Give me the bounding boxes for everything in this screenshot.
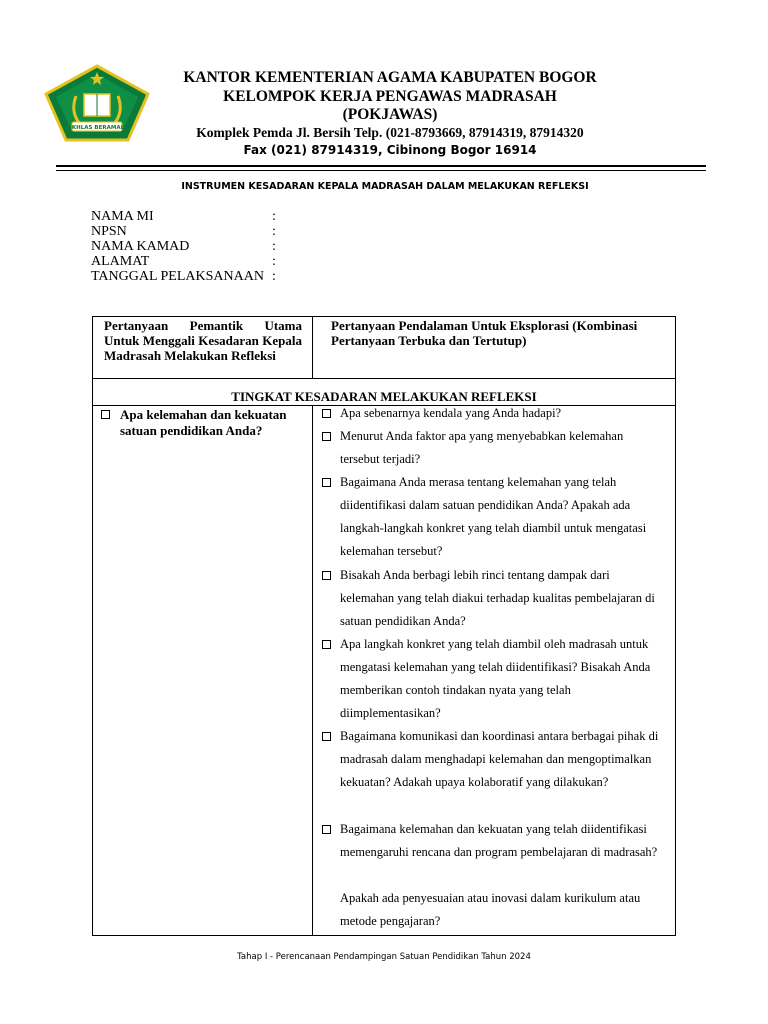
letterhead-office: KANTOR KEMENTERIAN AGAMA KABUPATEN BOGOR bbox=[183, 69, 597, 86]
question-checkbox[interactable] bbox=[322, 825, 331, 834]
kemenag-logo bbox=[44, 64, 150, 142]
table-divider bbox=[312, 316, 313, 378]
question-item: Menurut Anda faktor apa yang menyebabkan kelemahan tersebut terjadi? bbox=[340, 429, 624, 466]
logo-text: IKHLAS BERAMAL bbox=[69, 125, 125, 131]
question-checkbox[interactable] bbox=[322, 571, 331, 580]
section-title: TINGKAT KESADARAN MELAKUKAN REFLEKSI bbox=[231, 389, 537, 404]
identity-colon: : bbox=[272, 209, 276, 224]
question-checkbox[interactable] bbox=[322, 432, 331, 441]
document-title: INSTRUMEN KESADARAN KEPALA MADRASAH DALAM MELAKUKAN REFLEKSI bbox=[181, 181, 589, 192]
main-question-checkbox[interactable] bbox=[101, 410, 110, 419]
identity-label-npsn: NPSN bbox=[91, 224, 127, 239]
identity-label-nama-mi: NAMA MI bbox=[91, 209, 154, 224]
table-divider bbox=[92, 378, 676, 379]
letterhead-address: Komplek Pemda Jl. Bersih Telp. (021-8793669, 87914319, 87914320 bbox=[196, 125, 584, 140]
table-divider bbox=[312, 405, 313, 936]
question-checkbox[interactable] bbox=[322, 640, 331, 649]
question-item: Apa langkah konkret yang telah diambil oleh madrasah untuk mengatasi kelemahan yang telah diidentifikasi? Bisakah Anda memberikan contoh tindakan nyata yang telah diimplementasikan? bbox=[340, 637, 651, 720]
question-item: Apa sebenarnya kendala yang Anda hadapi? bbox=[340, 406, 562, 420]
question-item: Bagaimana komunikasi dan koordinasi antara berbagai pihak di madrasah dalam menghadapi kelemahan dan mengoptimalkan kekuatan? Adakah upaya kolaboratif yang dilakukan? bbox=[340, 729, 659, 789]
identity-label-nama-kamad: NAMA KAMAD bbox=[91, 239, 190, 254]
question-item-followup: Apakah ada penyesuaian atau inovasi dalam kurikulum atau metode pengajaran? bbox=[340, 891, 641, 928]
identity-colon: : bbox=[272, 254, 276, 269]
column-header-main-question: Pertanyaan Pemantik Utama Untuk Menggali Kesadaran Kepala Madrasah Melakukan Refleksi bbox=[104, 318, 302, 363]
main-question: Apa kelemahan dan kekuatan satuan pendidikan Anda? bbox=[120, 407, 287, 438]
question-checkbox[interactable] bbox=[322, 732, 331, 741]
letterhead-rule-thin bbox=[56, 170, 706, 171]
letterhead-rule-thick bbox=[56, 165, 706, 167]
question-item: Bagaimana kelemahan dan kekuatan yang telah diidentifikasi memengaruhi rencana dan program pembelajaran di madrasah? bbox=[340, 822, 658, 859]
letterhead-abbrev: (POKJAWAS) bbox=[342, 106, 438, 123]
question-item: Bagaimana Anda merasa tentang kelemahan yang telah diidentifikasi dalam satuan pendidikan Anda? Apakah ada langkah-langkah konkret yang telah diambil untuk mengatasi kelemahan tersebut? bbox=[340, 475, 647, 558]
question-checkbox[interactable] bbox=[322, 409, 331, 418]
identity-colon: : bbox=[272, 224, 276, 239]
column-header-exploration: Pertanyaan Pendalaman Untuk Eksplorasi (Kombinasi Pertanyaan Terbuka dan Tertutup) bbox=[331, 318, 638, 348]
question-checkbox[interactable] bbox=[322, 478, 331, 487]
identity-colon: : bbox=[272, 269, 276, 284]
identity-label-tanggal: TANGGAL PELAKSANAAN bbox=[91, 269, 264, 284]
question-item: Bisakah Anda berbagi lebih rinci tentang dampak dari kelemahan yang telah diakui terhadap kualitas pembelajaran di satuan pendidikan Anda? bbox=[340, 568, 655, 628]
identity-label-alamat: ALAMAT bbox=[91, 254, 150, 269]
identity-colon: : bbox=[272, 239, 276, 254]
page-footer: Tahap I - Perencanaan Pendampingan Satuan Pendidikan Tahun 2024 bbox=[237, 952, 531, 962]
letterhead-fax: Fax (021) 87914319, Cibinong Bogor 16914 bbox=[243, 143, 537, 157]
letterhead-group: KELOMPOK KERJA PENGAWAS MADRASAH bbox=[223, 88, 557, 105]
